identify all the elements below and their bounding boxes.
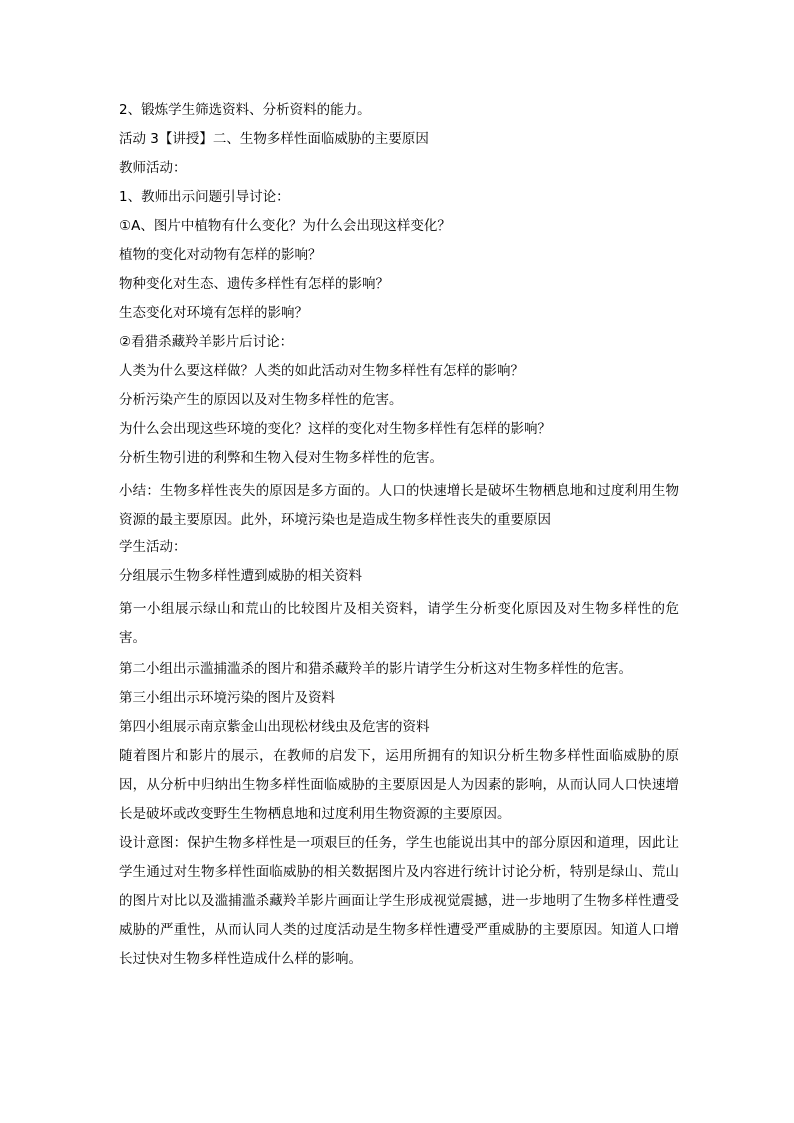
question-line: 分析污染产生的原因以及对生物多样性的危害。 [119,392,403,408]
teacher-activity-label: 教师活动： [119,160,187,176]
document-page [119,100,679,974]
summary-paragraph: 小结：生物多样性丧失的原因是多方面的。人口的快速增长是破坏生物栖息地和过度利用生物资源的最主要原因。此外，环境污染也是造成生物多样性丧失的重要原因 [119,483,679,528]
question-line: 人类为什么要这样做？人类的如此活动对生物多样性有怎样的影响？ [119,363,524,379]
student-activity-label: 学生活动： [119,539,187,555]
design-intent-paragraph: 设计意图：保护生物多样性是一项艰巨的任务，学生也能说出其中的部分原因和道理，因此让学生通过对生物多样性面临威胁的相关数据图片及内容进行统计讨论分析，特别是绿山、荒山的图片对比以及滥捕滥杀藏羚羊影片画面让学生形成视觉震撼，进一步地明了生物多样性遭受威胁的严重性，从而认同人类的过度活动是生物多样性遭受严重威胁的主要原因。知道人口增长过快对生物多样性造成什么样的影响。 [119,835,679,967]
group-three-line: 第三小组出示环境污染的图片及资料 [119,690,335,706]
text-line: 2、锻炼学生筛选资料、分析资料的能力。 [119,102,371,118]
question-line: ①A、图片中植物有什么变化？为什么会出现这样变化？ [119,218,451,234]
following-paragraph: 随着图片和影片的展示，在教师的启发下，运用所拥有的知识分析生物多样性面临威胁的原因，从分析中归纳出生物多样性面临威胁的主要原因是人为因素的影响，从而认同人口快速增长是破坏或改变野生生物栖息地和过度利用生物资源的主要原因。 [119,748,679,822]
question-line: 生态变化对环境有怎样的影响？ [119,305,308,321]
text-line: 1、教师出示问题引导讨论： [119,189,290,205]
question-line: 植物的变化对动物有怎样的影响？ [119,247,322,263]
question-line: 物种变化对生态、遗传多样性有怎样的影响？ [119,276,389,292]
question-line: ②看猎杀藏羚羊影片后讨论： [119,334,294,350]
question-line: 分析生物引进的利弊和生物入侵对生物多样性的危害。 [119,450,443,466]
activity-heading: 活动 3【讲授】二、生物多样性面临威胁的主要原因 [119,131,429,147]
group-four-line: 第四小组展示南京紫金山出现松材线虫及危害的资料 [119,719,430,735]
question-line: 为什么会出现这些环境的变化？这样的变化对生物多样性有怎样的影响？ [119,421,551,437]
group-one-paragraph: 第一小组展示绿山和荒山的比较图片及相关资料，请学生分析变化原因及对生物多样性的危害。 [119,601,679,646]
group-two-line: 第二小组出示滥捕滥杀的图片和猎杀藏羚羊的影片请学生分析这对生物多样性的危害。 [119,661,632,677]
student-intro: 分组展示生物多样性遭到威胁的相关资料 [119,568,362,584]
